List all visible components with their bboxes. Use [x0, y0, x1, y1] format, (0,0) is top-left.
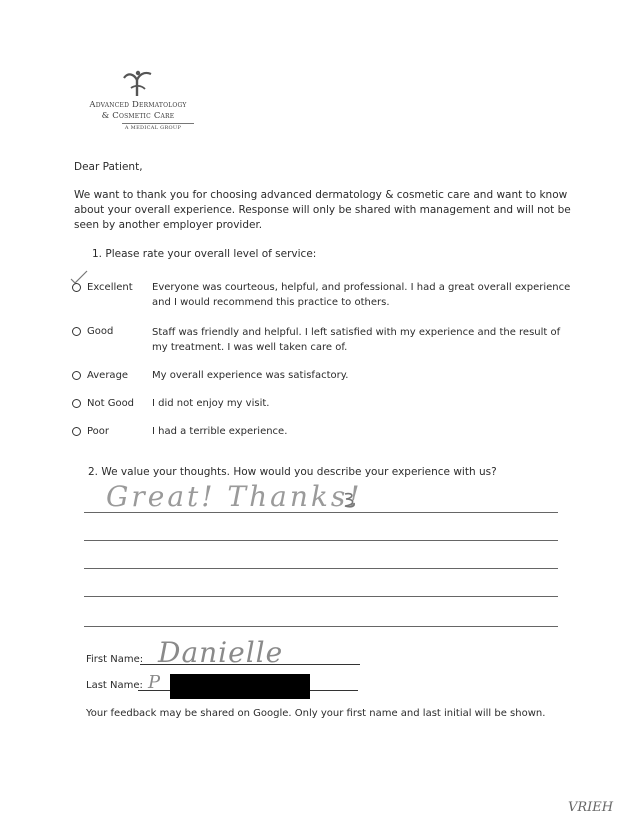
- option-poor[interactable]: [72, 426, 109, 437]
- intro-paragraph: We want to thank you for choosing advanced dermatology & cosmetic care and want to know about your overall experience. Response will only be shared with management and will not be seen by another employer provider.: [74, 189, 571, 231]
- option-description: I did not enjoy my visit.: [152, 398, 270, 409]
- greeting: Dear Patient,: [74, 161, 143, 173]
- radio-icon[interactable]: [72, 283, 81, 292]
- redaction-box: [170, 674, 310, 699]
- logo-divider: [122, 123, 194, 124]
- option-excellent[interactable]: [72, 282, 133, 293]
- answer-line: [84, 512, 558, 513]
- logo-subtitle: A MEDICAL GROUP: [124, 125, 182, 131]
- first-name-label: First Name:: [86, 654, 144, 665]
- option-label: Not Good: [87, 398, 135, 409]
- scribble-mark-icon: [342, 490, 358, 510]
- option-description: Everyone was courteous, helpful, and professional. I had a great overall experience and I would recommend this practice to others.: [152, 282, 571, 308]
- radio-icon[interactable]: [72, 327, 81, 336]
- option-description: Staff was friendly and helpful. I left satisfied with my experience and the result of my treatment. I was well taken care of.: [152, 327, 561, 353]
- last-name-value[interactable]: P: [148, 672, 161, 693]
- logo-title-line2: & Cosmetic Care: [101, 111, 175, 121]
- question-1: 1. Please rate your overall level of service:: [92, 248, 317, 260]
- last-name-label: Last Name:: [86, 680, 143, 691]
- option-label: Poor: [87, 426, 110, 437]
- option-description: My overall experience was satisfactory.: [152, 370, 349, 381]
- practice-logo: [78, 68, 198, 131]
- answer-line: [84, 626, 558, 627]
- logo-title-line1: Advanced Dermatology: [89, 100, 187, 110]
- radio-icon[interactable]: [72, 427, 81, 436]
- radio-icon[interactable]: [72, 371, 81, 380]
- answer-line: [84, 540, 558, 541]
- handwritten-initials: VRIEH: [568, 800, 614, 815]
- first-name-value[interactable]: Danielle: [158, 636, 284, 669]
- answer-line: [84, 596, 558, 597]
- feedback-note: Your feedback may be shared on Google. Only your first name and last initial will be shown.: [86, 708, 546, 719]
- option-label: Average: [87, 370, 129, 381]
- question-2: 2. We value your thoughts. How would you describe your experience with us?: [88, 466, 497, 478]
- option-average[interactable]: [72, 370, 128, 381]
- option-good[interactable]: [72, 326, 113, 337]
- answer-line: [84, 568, 558, 569]
- option-label: Good: [87, 326, 114, 337]
- option-label: Excellent: [87, 282, 133, 293]
- radio-icon[interactable]: [72, 399, 81, 408]
- option-description: I had a terrible experience.: [152, 426, 288, 437]
- stylized-figure-logo-icon: [118, 68, 158, 100]
- option-not-good[interactable]: [72, 398, 134, 409]
- handwritten-answer: Great! Thanks!: [106, 480, 363, 513]
